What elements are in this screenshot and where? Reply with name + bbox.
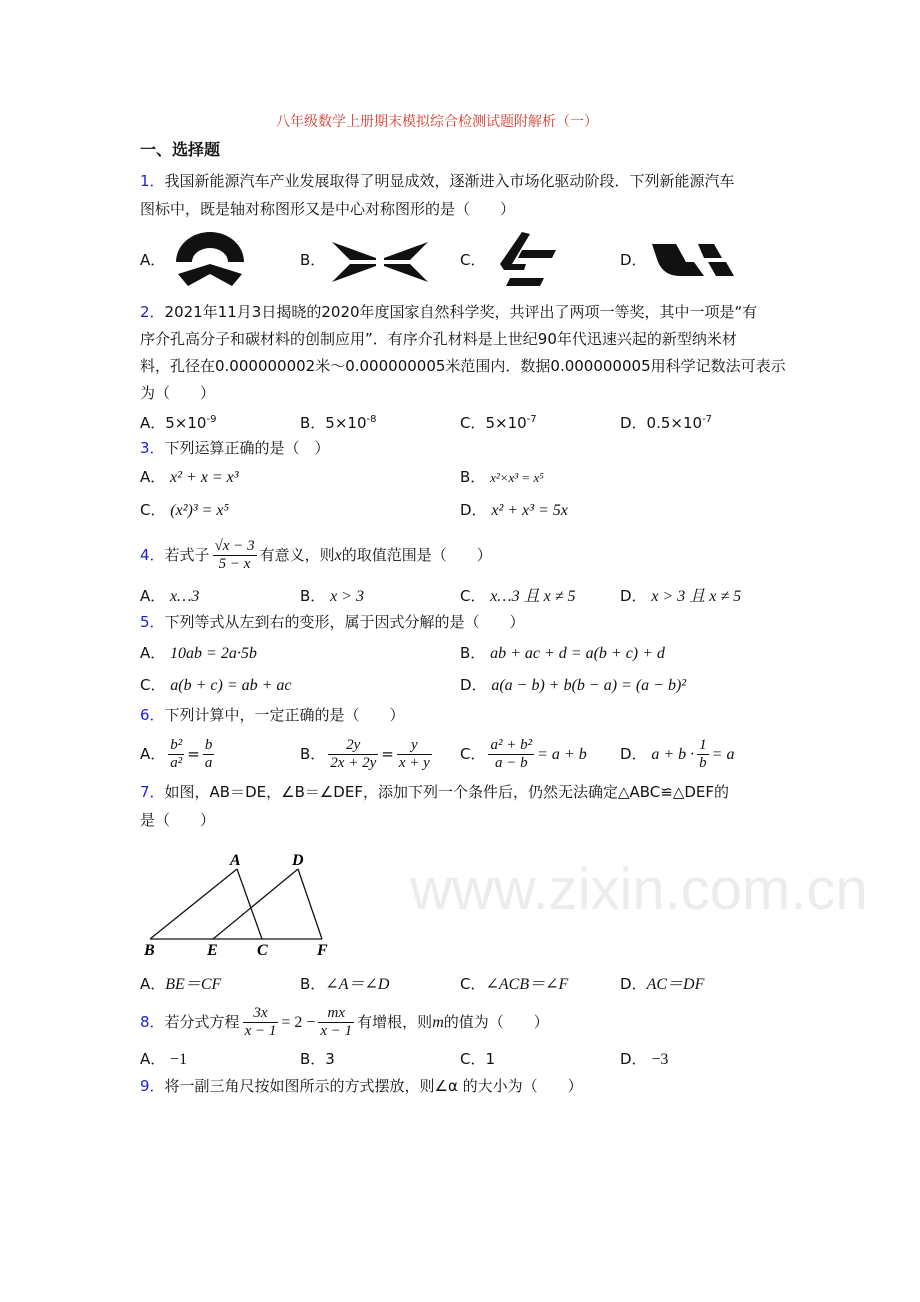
option-a: A． −1 [140,1050,188,1068]
option-b: B． x²×x³ = x⁵ [460,468,544,486]
point-label-b: B [144,942,155,959]
option-a: A． 10ab = 2a·5b [140,644,257,662]
option-d: D． a + b · $\frac{1}{b}$ = a [620,737,735,771]
option-c: C．∠ACB＝∠F [460,975,569,993]
logo-b-image [330,238,430,286]
option-c: C． [460,251,486,269]
option-b: B．$5\times 10^{-8}$ [300,414,377,432]
option-b: B．∠A＝∠D [300,975,390,993]
option-a: A． x…3 [140,587,200,605]
option-d: D．AC＝DF [620,975,705,993]
option-b: B．3 [300,1050,335,1068]
question-8: 8．若分式方程 $\frac{3x}{x - 1}$ = 2 − $\frac{mx}{x - 1}$ 有增根，则m的值为（ ） [140,1005,549,1039]
option-c: C． (x²)³ = x⁵ [140,501,230,519]
question-3: 3．下列运算正确的是（ ） [140,439,330,457]
option-d: D． x² + x³ = 5x [460,501,568,519]
option-a: A． [140,251,166,269]
option-c: C．1 [460,1050,496,1068]
document-title: 八年级数学上册期末模拟综合检测试题附解析（一） [276,114,598,130]
option-b: B． [300,251,326,269]
question-text: 为（ ） [140,384,216,402]
option-c: C． a(b + c) = ab + ac [140,676,292,694]
logo-c-image [494,230,564,294]
question-text: 图标中，既是轴对称图形又是中心对称图形的是（ ） [140,200,516,218]
logo-a-image [170,230,250,290]
option-d: D．$0.5\times 10^{-7}$ [620,414,713,432]
point-label-d: D [292,852,304,869]
question-text: 是（ ） [140,811,216,829]
point-label-a: A [230,852,241,869]
option-c: C．$5\times 10^{-7}$ [460,414,537,432]
question-text: 序介孔高分子和碳材料的创制应用”．有序介孔材料是上世纪90年代迅速兴起的新型纳米材 [140,330,737,348]
option-a: A． x² + x = x³ [140,468,239,486]
point-label-f: F [317,942,328,959]
question-number: 2． [140,303,165,321]
question-7: 7．如图，AB＝DE，∠B＝∠DEF，添加下列一个条件后，仍然无法确定△ABC≌△DEF的 [140,783,730,801]
option-a: A． $\frac{\text{b²}}{\text{a²}}$ = $\frac{b}{a}$ [140,737,213,771]
option-b: B． ab + ac + d = a(b + c) + d [460,644,665,662]
watermark: www.zixin.com.cn [410,857,868,922]
option-d: D． x > 3 且 x ≠ 5 [620,587,742,605]
point-label-c: C [257,942,268,959]
section-heading: 一、选择题 [140,140,221,159]
question-1 [140,171,735,191]
question-text: 料，孔径在0.000000002米～0.000000005米范围内．数据0.000000005用科学记数法可表示 [140,357,786,375]
logo-d-image [650,240,740,280]
option-b: B． $\frac{2y}{2x + 2y}$ = $\frac{y}{x + y}$ [300,737,430,771]
question-2 [140,302,757,322]
option-d: D． −3 [620,1050,669,1068]
option-a: A．BE＝CF [140,975,222,993]
option-d: D． [620,251,647,269]
question-5: 5．下列等式从左到右的变形，属于因式分解的是（ ） [140,613,525,631]
option-b: B． x > 3 [300,587,364,605]
option-a: A．$5\times 10^{-9}$ [140,414,217,432]
option-d: D． a(a − b) + b(b − a) = (a − b)² [460,676,687,694]
question-4: 4．若式子 $\frac{√x - 3}{5 - x}$ 有意义，则x的取值范围是（ ） [140,538,492,572]
question-number: 1． [140,172,165,190]
question-9: 9．将一副三角尺按如图所示的方式摆放，则∠α 的大小为（ ） [140,1077,583,1095]
question-text: 我国新能源汽车产业发展取得了明显成效，逐渐进入市场化驱动阶段．下列新能源汽车 [164,172,735,190]
option-c: C． $\frac{\text{a² + b²}}{a - b}$ = a + b [460,737,587,771]
point-label-e: E [207,942,218,959]
triangle-figure [130,845,340,965]
question-text: 2021年11月3日揭晓的2020年度国家自然科学奖，共评出了两项一等奖，其中一项是“有 [164,303,758,321]
option-c: C． x…3 且 x ≠ 5 [460,587,576,605]
question-6: 6．下列计算中，一定正确的是（ ） [140,706,405,724]
